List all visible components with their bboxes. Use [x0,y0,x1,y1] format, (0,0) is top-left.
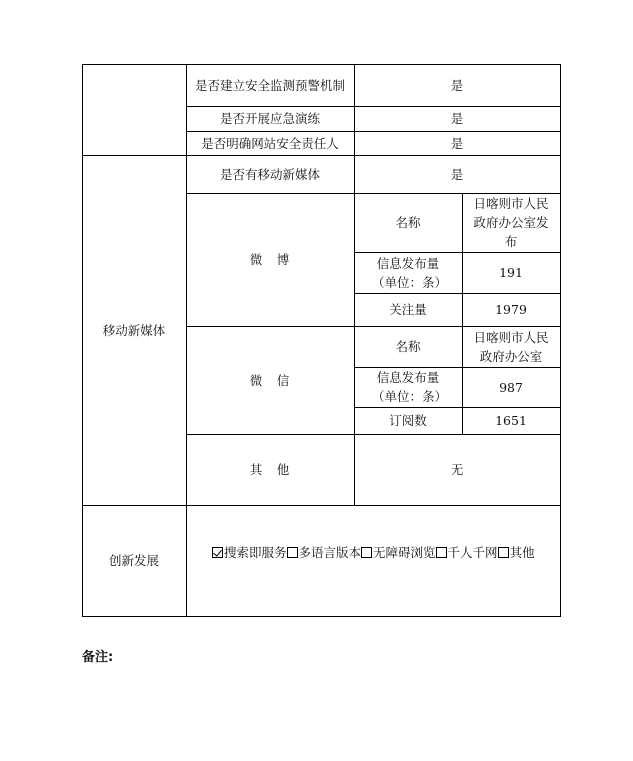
innovation-option-label: 其他 [509,545,535,560]
wechat-count-value: 987 [499,379,523,395]
innovation-option[interactable] [498,543,535,561]
other-media-label: 其 他 [249,462,291,477]
weibo-name-value: 日喀则市人民政府办公室发布 [473,196,549,249]
weibo-count-label: 信息发布量（单位：条） [372,255,448,290]
innovation-option[interactable] [287,543,362,561]
innovation-option-label: 无障碍浏览 [373,545,436,560]
checked-checkbox-icon[interactable] [212,547,223,558]
checkbox-icon[interactable] [498,547,509,558]
wechat-name-label: 名称 [395,339,421,354]
wechat-label: 微 信 [249,372,291,388]
drill-label: 是否开展应急演练 [219,111,320,126]
wechat-subscribers-value: 1651 [495,413,527,428]
innovation-option[interactable] [436,543,498,561]
responsible-label: 是否明确网站安全责任人 [201,135,339,151]
innovation-options [212,542,535,562]
innovation-option-label: 千人千网 [447,545,498,560]
mobile-media-section-label: 移动新媒体 [102,322,166,338]
wechat-count-label: 信息发布量（单位：条） [372,370,448,404]
innovation-option-label: 搜索即服务 [224,545,287,560]
wechat-name-value: 日喀则市人民政府办公室 [473,329,549,364]
drill-value: 是 [450,111,464,126]
other-media-value: 无 [450,462,464,477]
innovation-option-label: 多语言版本 [298,545,362,560]
innovation-option[interactable] [212,543,287,561]
weibo-label: 微 博 [249,252,291,267]
has-mobile-media-value: 是 [450,166,464,182]
weibo-name-label: 名称 [395,215,421,230]
innovation-option[interactable] [361,543,436,561]
weibo-followers-value: 1979 [495,302,527,317]
weibo-followers-label: 关注量 [389,302,427,317]
monitoring-value: 是 [450,77,464,93]
checkbox-icon[interactable] [287,547,298,558]
checkbox-icon[interactable] [361,547,372,558]
monitoring-label: 是否建立安全监测预警机制 [194,77,345,93]
innovation-label: 创新发展 [108,553,159,568]
checkbox-icon[interactable] [436,547,447,558]
weibo-count-value: 191 [499,265,523,280]
wechat-subscribers-label: 订阅数 [389,413,427,428]
remarks-label: 备注: [82,650,114,665]
responsible-value: 是 [450,135,464,151]
has-mobile-media-label: 是否有移动新媒体 [219,166,320,182]
